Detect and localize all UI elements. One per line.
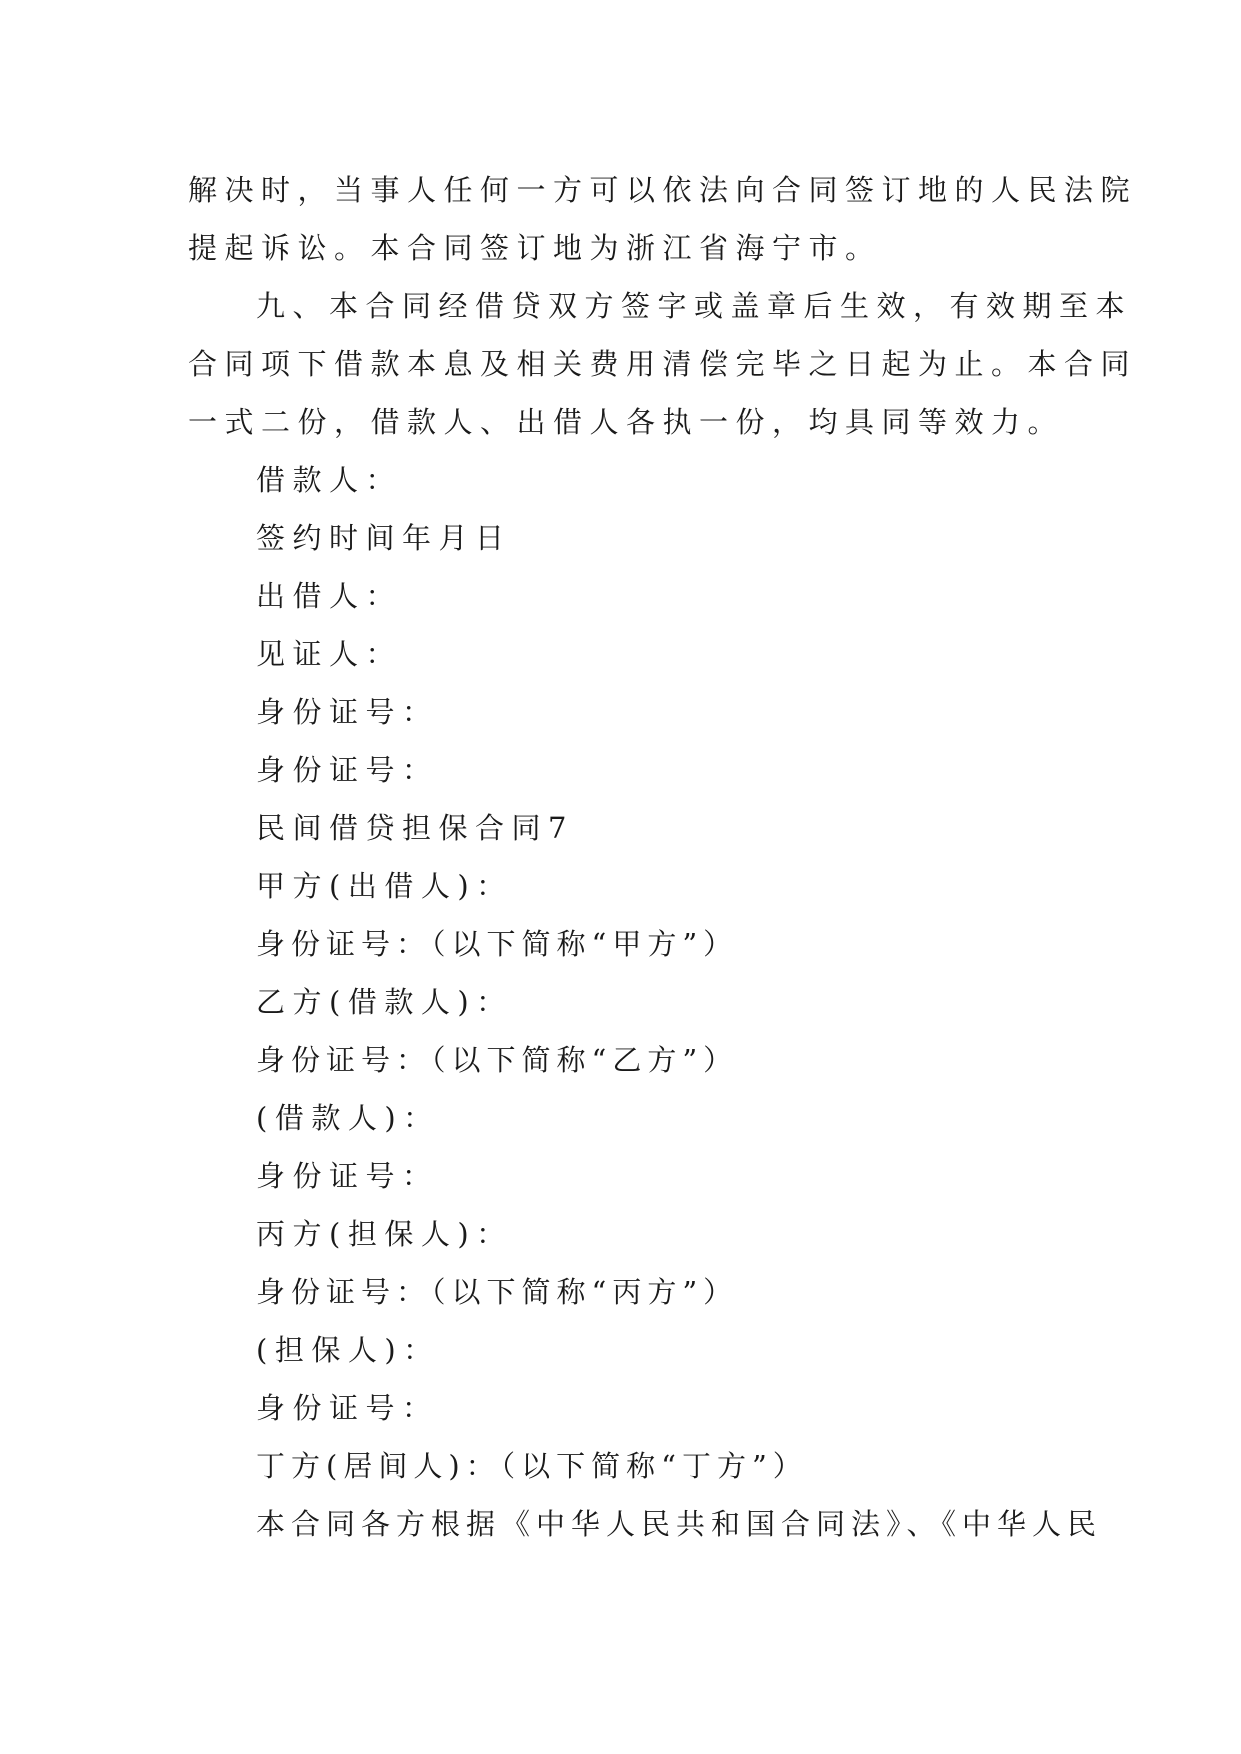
id-number-label: 身份证号：: [256, 695, 439, 729]
party-b-id-line: 身份证号：（以下简称“乙方”）: [256, 1043, 739, 1077]
witness-label: 见证人：: [256, 637, 403, 671]
paragraph-line: 合同项下借款本息及相关费用清偿完毕之日起为止。本合同: [188, 347, 1138, 381]
paragraph-line: 解决时，当事人任何一方可以依法向合同签订地的人民法院: [188, 173, 1138, 207]
clause-nine-line: 九、本合同经借贷双方签字或盖章后生效，有效期至本: [256, 289, 1133, 323]
id-number-label: 身份证号：: [256, 1159, 439, 1193]
signing-date-label: 签约时间年月日: [256, 521, 512, 555]
paragraph-line: 本合同各方根据《中华人民共和国合同法》、《中华人民: [256, 1507, 1103, 1541]
party-a-id-line: 身份证号：（以下简称“甲方”）: [256, 927, 739, 961]
borrower-label: 借款人：: [256, 463, 403, 497]
lender-label: 出借人：: [256, 579, 403, 613]
party-b-label: 乙方(借款人)：: [256, 985, 513, 1019]
co-borrower-label: (借款人)：: [256, 1101, 440, 1135]
paragraph-line: 一式二份，借款人、出借人各执一份，均具同等效力。: [188, 405, 1065, 439]
party-c-label: 丙方(担保人)：: [256, 1217, 513, 1251]
document-body: [188, 161, 1138, 1553]
id-number-label: 身份证号：: [256, 1391, 439, 1425]
paragraph-line: 提起诉讼。本合同签订地为浙江省海宁市。: [188, 231, 882, 265]
party-d-label: 丁方(居间人)：（以下简称“丁方”）: [256, 1449, 808, 1483]
party-c-id-line: 身份证号：（以下简称“丙方”）: [256, 1275, 739, 1309]
id-number-label: 身份证号：: [256, 753, 439, 787]
co-guarantor-label: (担保人)：: [256, 1333, 440, 1367]
contract-title: 民间借贷担保合同7: [256, 811, 574, 845]
party-a-label: 甲方(出借人)：: [256, 869, 513, 903]
